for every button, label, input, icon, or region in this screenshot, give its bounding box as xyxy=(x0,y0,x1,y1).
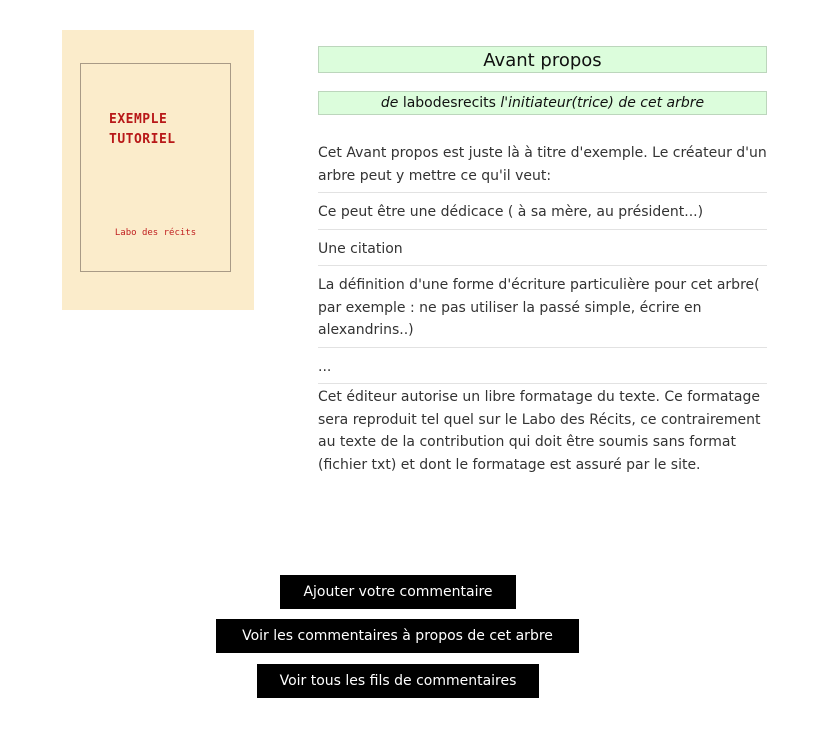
byline-role: l'initiateur(trice) de cet arbre xyxy=(500,95,705,111)
paragraph: Cet éditeur autorise un libre formatage du texte. Ce formatage sera reproduit tel quel sur le Labo des Récits, ce contrairement au texte de la contribution qui doit être soumis sans format (fichier txt) et dont le formatage est assuré par le site. xyxy=(318,389,761,473)
article-title: Avant propos xyxy=(318,46,767,73)
paragraph: La définition d'une forme d'écriture particulière pour cet arbre( par exemple : ne pas utiliser la passé simple, écrire en alexandrins..) xyxy=(318,266,767,348)
paragraph: ... xyxy=(318,348,767,385)
paragraph: Ce peut être une dédicace ( à sa mère, au président...) xyxy=(318,193,767,230)
article-byline xyxy=(318,91,767,115)
paragraph: Une citation xyxy=(318,230,767,267)
view-tree-comments-button[interactable]: Voir les commentaires à propos de cet arbre xyxy=(216,619,579,653)
view-all-threads-button[interactable]: Voir tous les fils de commentaires xyxy=(257,664,539,698)
article-body xyxy=(318,142,767,481)
cover-author: Labo des récits xyxy=(114,228,197,238)
byline-prefix: de xyxy=(380,95,399,111)
byline-author: labodesrecits xyxy=(402,95,496,111)
paragraph: Cet Avant propos est juste là à titre d'exemple. Le créateur d'un arbre peut y mettre ce qu'il veut: xyxy=(318,142,767,193)
book-cover xyxy=(62,30,254,310)
cover-title: EXEMPLE TUTORIEL xyxy=(109,112,176,147)
cover-frame xyxy=(80,63,231,272)
article xyxy=(318,46,767,481)
add-comment-button[interactable]: Ajouter votre commentaire xyxy=(280,575,516,609)
